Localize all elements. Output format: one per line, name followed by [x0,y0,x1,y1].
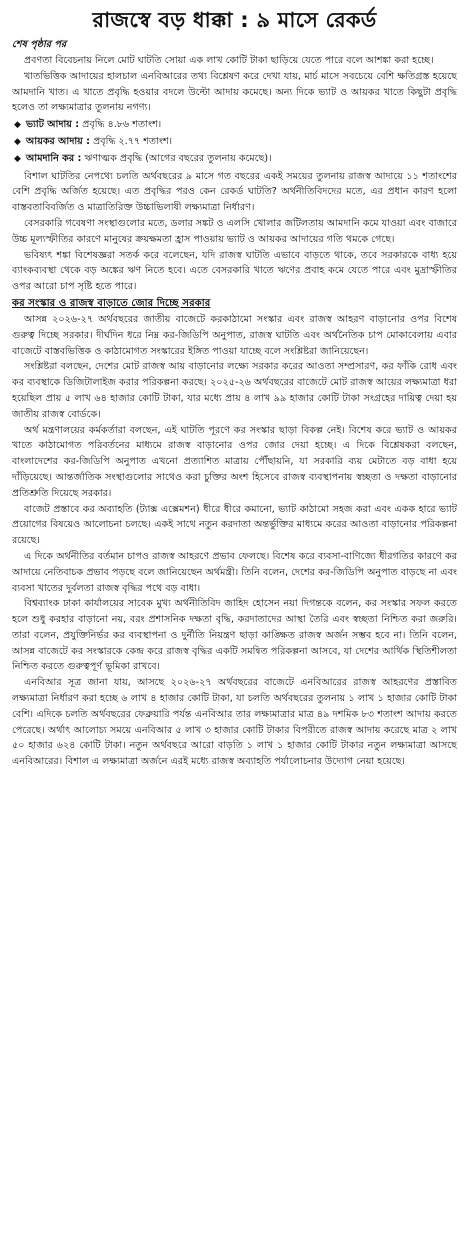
paragraph: বাজেট প্রস্তাবে কর অব্যাহতি (ট্যাক্স এক্সেমশন) ধীরে ধীরে কমানো, ভ্যাট কাঠামো সহজ করা এবং একক হারে ভ্যাট প্রয়োগের বিষয়েও আলোচনা চলছে। একই সাথে নতুন করদাতা অন্তর্ভুক্তির মাধ্যমে করের আওতা বাড়ানোর পরিকল্পনা রয়েছে। [12,503,457,547]
paragraph: অর্থ মন্ত্রণালয়ের কর্মকর্তারা বলছেন, এই ঘাটতি পূরণে কর সংস্কার ছাড়া বিকল্প নেই। বিশেষ করে ভ্যাট ও আয়কর খাতে কাঠামোগত পরিবর্তনের মাধ্যমে রাজস্ব বাড়ানোর ওপর জোর দেয়া হচ্ছে। এ দিকে বিশ্লেষকরা বলছেন, বাংলাদেশের কর-জিডিপি অনুপাত এখনো প্রত্যাশিত মাত্রায় পৌঁছায়নি, যা সরকারি ব্যয় মেটাতে বড় বাধা হয়ে দাঁড়িয়েছে। আন্তর্জাতিক সংস্থাগুলোর সাথেও করা চুক্তির অংশ হিসেবে রাজস্ব ব্যবস্থাপনায় স্বচ্ছতা ও দক্ষতা বাড়ানোর প্রতিশ্রুতি দিয়েছে সরকার। [12,424,457,499]
bullet-item [12,117,457,134]
headline: রাজস্বে বড় ধাক্কা : ৯ মাসে রেকর্ড [92,8,377,32]
diamond-bullet-icon: ◆ [14,120,21,131]
continued-from-label: শেষ পৃষ্ঠার পর [12,39,67,50]
paragraph: প্রবণতা বিবেচনায় নিলে মোট ঘাটতি সোয়া এক লাখ কোটি টাকা ছাড়িয়ে যেতে পারে বলে আশঙ্কা করা হচ্ছে। [24,55,434,66]
bullet-label: আমদানি কর : [26,152,82,164]
paragraph: এ দিকে অর্থনীতির বর্তমান চাপও রাজস্ব আহরণে প্রভাব ফেলছে। বিশেষ করে ব্যবসা-বাণিজ্যে ধীরগতির কারণে কর আদায়ে নেতিবাচক প্রভাব পড়ছে বলে জানিয়েছেন অর্থমন্ত্রী। তিনি বলেন, দেশের কর-জিডিপি অনুপাত বাড়ছে না এবং ব্যবসা খাতের দুর্বলতা রাজস্ব বৃদ্ধির পথে বড় বাধা। [12,550,457,594]
diamond-bullet-icon: ◆ [14,136,21,147]
bullet-list [12,117,457,167]
bullet-label: আয়কর আদায় : [26,135,91,147]
paragraph: সংশ্লিষ্টরা বলছেন, দেশের মোট রাজস্ব আয় বাড়ানোর লক্ষ্যে সরকার করের আওতা সম্প্রসারণ, কর ফাঁকি রোধ এবং কর ব্যবস্থাকে ডিজিটালাইজ করার পরিকল্পনা করছে। ২০২৫-২৬ অর্থবছরের বাজেটে মোট রাজস্ব আয়ের লক্ষ্যমাত্রা ধরা হয়েছিল প্রায় ৫ লাখ ৬৪ হাজার কোটি টাকা, যার মধ্যে প্রায় ৪ লাখ ৯৯ হাজার কোটি টাকা সংগ্রহের দায়িত্ব দেয়া হয় জাতীয় রাজস্ব বোর্ডকে। [12,361,457,420]
bullet-item [12,151,457,168]
bullet-text: প্রবৃদ্ধি ৪.৮৬ শতাংশ। [82,119,162,131]
paragraph: বিশাল ঘাটতির নেপথ্যে চলতি অর্থবছরের ৯ মাসে গত বছরের একই সময়ের তুলনায় রাজস্ব আদায়ে ১১ শতাংশের বেশি প্রবৃদ্ধি অর্জিত হয়েছে। এত প্রবৃদ্ধির পরও কেন রেকর্ড ঘাটতি? অর্থনীতিবিদদের মতে, এর প্রধান কারণ হলো বাস্তবতাবিবর্জিত ও মাত্রাতিরিক্ত উচ্চাভিলাষী লক্ষ্যমাত্রা নির্ধারণ। [12,170,457,214]
bullet-label: ভ্যাট আদায় : [26,119,80,131]
paragraph: বেসরকারি গবেষণা সংস্থাগুলোর মতে, ডলার সঙ্কট ও এলসি খোলার জটিলতায় আমদানি কমে যাওয়া এবং বাজারে উচ্চ মূল্যস্ফীতির কারণে মানুষের ক্রয়ক্ষমতা হ্রাস পাওয়ায় ভ্যাট ও আয়কর আদায়ের গতি থমকে গেছে। [12,217,457,245]
section-subheading: কর সংস্কার ও রাজস্ব বাড়াতে জোর দিচ্ছে সরকার [12,297,211,309]
paragraph: ভবিষ্যৎ শঙ্কা বিশেষজ্ঞরা সতর্ক করে বলেছেন, যদি রাজস্ব ঘাটতি এভাবে বাড়তে থাকে, তবে সরকারকে বাধ্য হয়ে ব্যাংকব্যবস্থা থেকে বড় অঙ্কের ঋণ নিতে হবে। এতে বেসরকারি খাতে ঋণের প্রবাহ কমে যেতে পারে এবং মুদ্রাস্ফীতির ওপর আরো চাপ সৃষ্টি হতে পারে। [12,249,457,293]
bullet-item [12,134,457,151]
paragraph: এনবিআর সূত্র জানা যায়, আসছে ২০২৬-২৭ অর্থবছরের বাজেটে এনবিআরের রাজস্ব আহরণের প্রস্তাবিত লক্ষ্যমাত্রা নির্ধারণ করা হচ্ছে ৬ লাখ ৪ হাজার কোটি টাকা, যা চলতি অর্থবছরের তুলনায় ১ লাখ ১ হাজার কোটি টাকা বেশি। এদিকে চলতি অর্থবছরের ফেব্রুয়ারি পর্যন্ত এনবিআর তার লক্ষ্যমাত্রার মাত্র ৪৯ দশমিক ৮৩ শতাংশ আদায় করতে পেরেছে। অর্থাৎ আলোচ্য সময়ে এনবিআর ৫ লাখ ৩ হাজার কোটি টাকার বিপরীতে রাজস্ব আদায় করেছে মাত্র ২ লাখ ৫০ হাজার ৬২৪ কোটি টাকা। নতুন অর্থবছরে আরো বাড়তি ১ লাখ ১ হাজার কোটি টাকার নতুন লক্ষ্যমাত্রা আসছে এনবিআরের। বিশাল এ লক্ষ্যমাত্রা অর্জনে এরই মধ্যে রাজস্ব অব্যাহতি পর্যালোচনার উদ্যোগ নেয়া হয়েছে। [12,677,457,768]
paragraph: আসন্ন ২০২৬-২৭ অর্থবছরের জাতীয় বাজেটে করকাঠামো সংস্কার এবং রাজস্ব আহরণ বাড়ানোর ওপর বিশেষ গুরুত্ব দিচ্ছে সরকার। দীর্ঘদিন ধরে নিম্ন কর-জিডিপি অনুপাত, রাজস্ব ঘাটতি এবং অর্থনৈতিক চাপ মোকাবেলায় এবার বাজেটে বাস্তবভিত্তিক ও কাঠামোগত সংস্কারের ইঙ্গিত পাওয়া যাচ্ছে বলে সংশ্লিষ্টরা জানিয়েছেন। [12,313,457,357]
bullet-text: প্রবৃদ্ধি ২.৭৭ শতাংশ। [93,135,173,147]
paragraph: খাতভিত্তিক আদায়ের হালচাল এনবিআরের তথ্য বিশ্লেষণ করে দেখা যায়, মার্চ মাসে সবচেয়ে বেশি ক্ষতিগ্রস্ত হয়েছে আমদানি খাত। এ খাতে প্রবৃদ্ধি হওয়ার বদলে উল্টো আদায় কমেছে। অন্য দিকে ভ্যাট ও আয়কর খাতে কিছুটা প্রবৃদ্ধি হলেও তা লক্ষ্যমাত্রার তুলনায় নগণ্য। [12,70,457,114]
diamond-bullet-icon: ◆ [14,153,21,164]
bullet-text: ঋণাত্মক প্রবৃদ্ধি (আগের বছরের তুলনায় কমেছে)। [84,152,272,164]
paragraph: বিশ্বব্যাংক ঢাকা কার্যালয়ের সাবেক মুখ্য অর্থনীতিবিদ জাহিদ হোসেন নয়া দিগন্তকে বলেন, কর সংস্কার সফল করতে হলে শুধু করহার বাড়ানো নয়, বরং প্রশাসনিক দক্ষতা বৃদ্ধি, করদাতাদের আস্থা তৈরি এবং স্বচ্ছতা নিশ্চিত করা জরুরি। তারা বলেন, প্রযুক্তিনির্ভর কর ব্যবস্থাপনা ও দুর্নীতি নিয়ন্ত্রণ ছাড়া কাঙ্ক্ষিত রাজস্ব অর্জন সম্ভব হবে না। তিনি বলেন, আসন্ন বাজেটে কর সংস্কারকে কেন্দ্র করে রাজস্ব বৃদ্ধির একটি সমন্বিত পরিকল্পনা আসবে, যা দেশের আর্থিক স্থিতিশীলতা নিশ্চিত করতে গুরুত্বপূর্ণ ভূমিকা রাখবে। [12,598,457,673]
